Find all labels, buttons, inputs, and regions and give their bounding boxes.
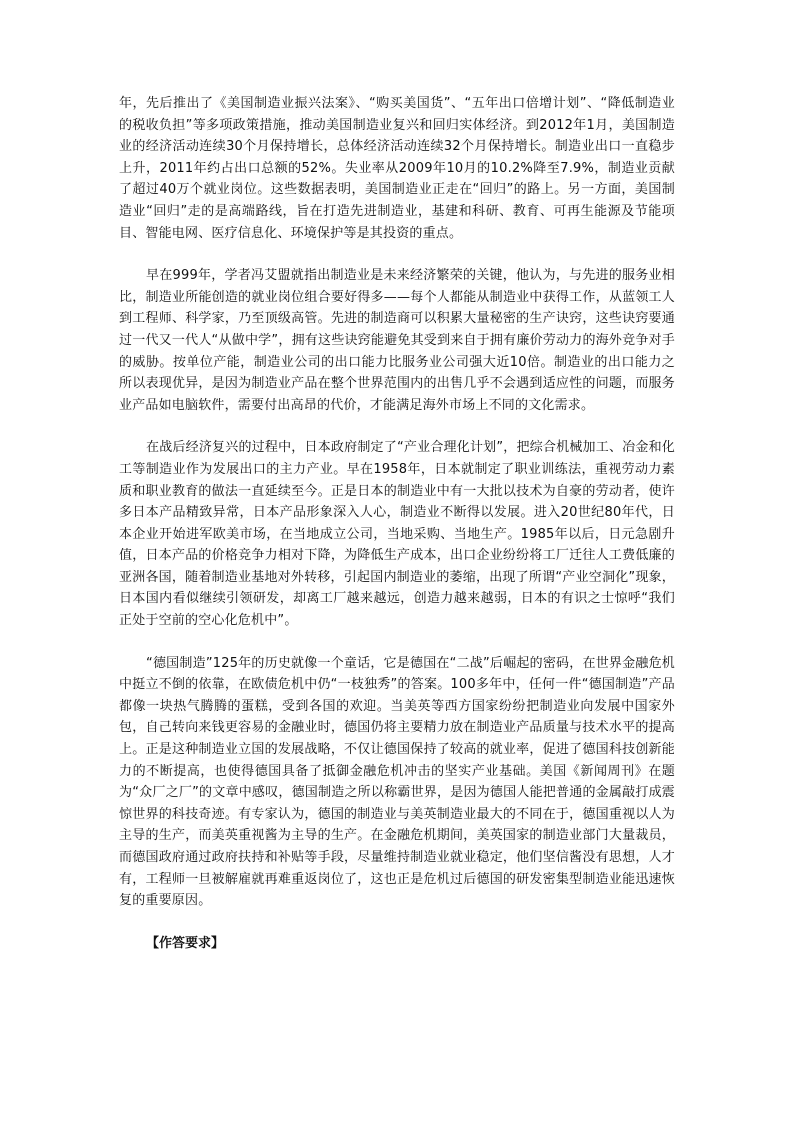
paragraph-us-manufacturing: 年，先后推出了《美国制造业振兴法案》、“购买美国货”、“五年出口倍增计划”、“降低制造业的税收负担”等多项政策措施，推动美国制造业复兴和回归实体经济。到2012年1月，美国制造业的经济活动连续30个月保持增长，总体经济活动连续32个月保持增长。制造业出口一直稳步上升，2011年约占出口总额的52%。失业率从2009年10月的10.2%降至7.9%，制造业贡献了超过40万个就业岗位。这些数据表明，美国制造业正走在“回归”的路上。另一方面，美国制造业“回归”走的是高端路线，旨在打造先进制造业，基建和科研、教育、可再生能源及节能项目、智能电网、医疗信息化、环境保护等是其投资的重点。 bbox=[119, 96, 675, 241]
paragraph-german-manufacturing: “德国制造”125年的历史就像一个童话，它是德国在“二战”后崛起的密码，在世界金融危机中挺立不倒的依靠，在欧债危机中仍“一枝独秀”的答案。100多年中，任何一件“德国制造”产品都像一块热气腾腾的蛋糕，受到各国的欢迎。当美英等西方国家纷纷把制造业向发展中国家外包，自己转向来钱更容易的金融业时，德国仍将主要精力放在制造业产品质量与技术水平的提高上。正是这种制造业立国的发展战略，不仅让德国保持了较高的就业率，促进了德国科技创新能力的不断提高，也使得德国具备了抵御金融危机冲击的坚实产业基础。美国《新闻周刊》在题为“众厂之厂”的文章中感叹，德国制造之所以称霸世界，是因为德国人能把普通的金属敲打成震惊世界的科技奇迹。有专家认为，德国的制造业与美英制造业最大的不同在于，德国重视以人为主导的生产，而美英重视酱为主导的生产。在金融危机期间，美英国家的制造业部门大量裁员，而德国政府通过政府扶持和补贴等手段，尽量维持制造业就业稳定，他们坚信酱没有思想，人才有，工程师一旦被解雇就再难重返岗位了，这也正是危机过后德国的研发密集型制造业能迅速恢复的重要原因。 bbox=[119, 655, 675, 909]
document-body bbox=[119, 93, 675, 954]
paragraph-japan-manufacturing: 在战后经济复兴的过程中，日本政府制定了“产业合理化计划”，把综合机械加工、冶金和化工等制造业作为发展出口的主力产业。早在1958年，日本就制定了职业训练法，重视劳动力素质和职业教育的做法一直延续至今。正是日本的制造业中有一大批以技术为自豪的劳动者，使许多日本产品精致异常，日本产品形象深入人心，制造业不断得以发展。进入20世纪80年代，日本企业开始进军欧美市场，在当地成立公司，当地采购、当地生产。1985年以后，日元急剧升值，日本产品的价格竞争力相对下降，为降低生产成本，出口企业纷纷将工厂迁往人工费低廉的亚洲各国，随着制造业基地对外转移，引起国内制造业的萎缩，出现了所谓“产业空洞化”现象，日本国内看似继续引领研发，却离工厂越来越远，创造力越来越弱，日本的有识之士惊呼“我们正处于空前的空心化危机中”。 bbox=[119, 440, 675, 629]
paragraph-manufacturing-importance: 早在999年，学者冯艾盟就指出制造业是未来经济繁荣的关键，他认为，与先进的服务业相比，制造业所能创造的就业岗位组合要好得多——每个人都能从制造业中获得工作，从蓝领工人到工程师、科学家，乃至顶级高管。先进的制造商可以积累大量秘密的生产诀窍，这些诀窍要通过一代又一代人“从做中学”，拥有这些诀窍能避免其受到来自于拥有廉价劳动力的海外竞争对手的威胁。按单位产能，制造业公司的出口能力比服务业公司强大近10倍。制造业的出口能力之所以表现优异，是因为制造业产品在整个世界范围内的出售几乎不会遇到适应性的问题，而服务业产品如电脑软件，需要付出高昂的代价，才能满足海外市场上不同的文化需求。 bbox=[119, 268, 675, 413]
requirement-heading: 【作答要求】 bbox=[146, 935, 225, 951]
